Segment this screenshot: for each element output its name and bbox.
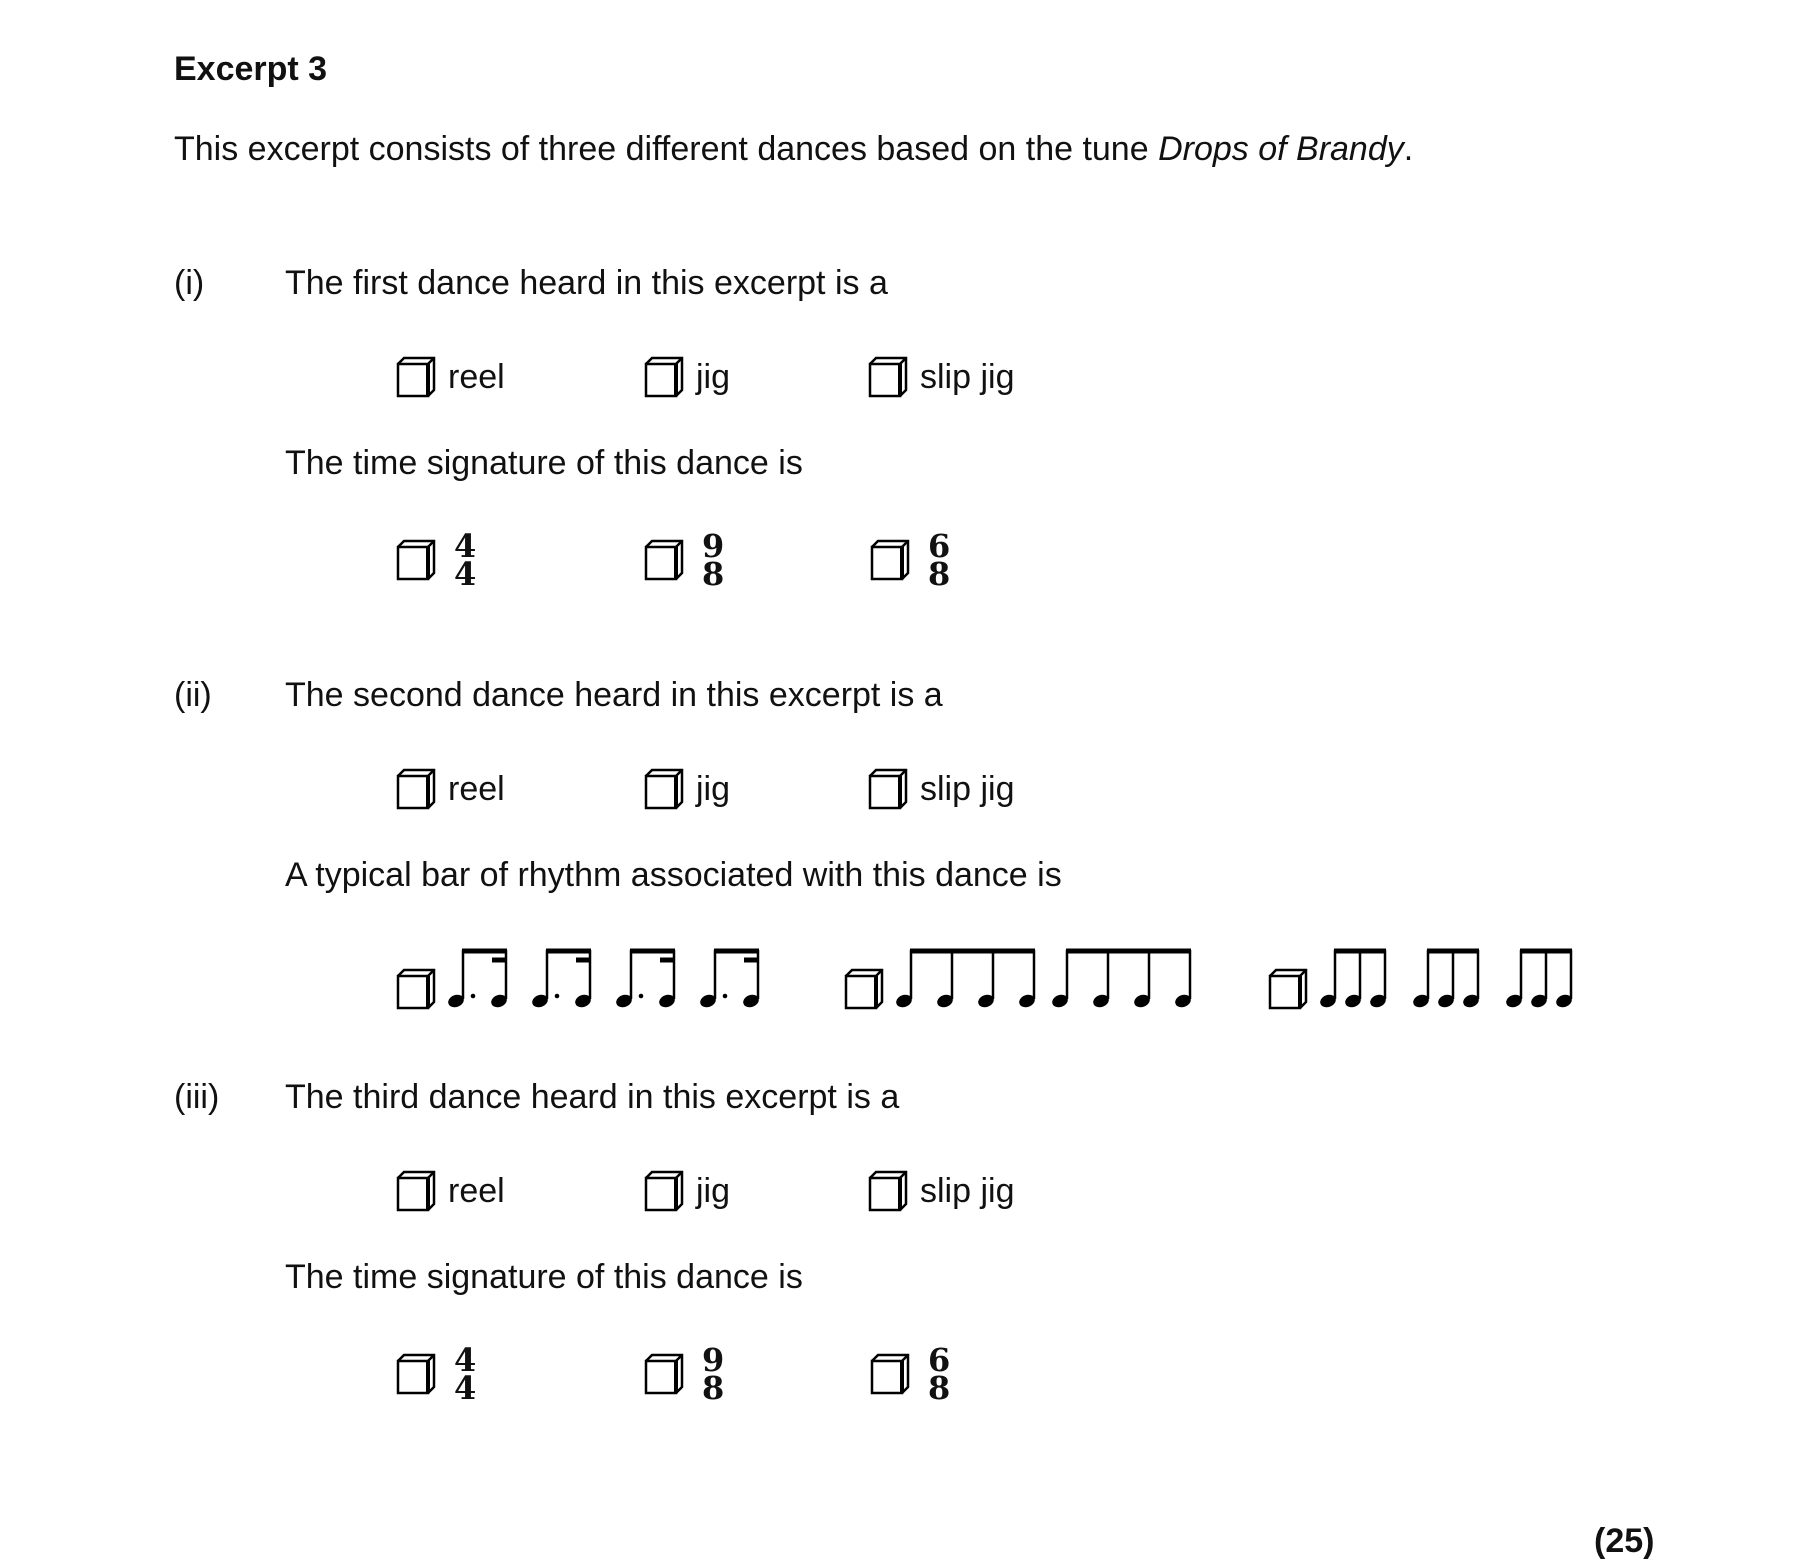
checkbox-icon[interactable]	[396, 968, 436, 1010]
time-signature: 4 4	[454, 1341, 477, 1407]
checkbox-icon[interactable]	[868, 768, 908, 810]
question-number-ii: (ii)	[174, 676, 212, 714]
time-signature-prompt-i: The time signature of this dance is	[285, 444, 803, 482]
option-jig-iii[interactable]	[644, 1166, 730, 1216]
checkbox-icon[interactable]	[644, 539, 684, 581]
option-label: jig	[696, 1171, 731, 1210]
checkbox-icon[interactable]	[870, 539, 910, 581]
option-rhythm-dotted[interactable]	[396, 940, 776, 1010]
checkbox-icon[interactable]	[396, 768, 436, 810]
option-slip-jig-iii[interactable]	[868, 1166, 1014, 1216]
option-label: slip jig	[920, 357, 1015, 396]
checkbox-icon[interactable]	[396, 356, 436, 398]
rhythm-dotted-notation	[446, 944, 776, 1010]
option-slip-jig-i[interactable]	[868, 352, 1014, 402]
option-slip-jig-ii[interactable]	[868, 764, 1014, 814]
checkbox-icon[interactable]	[644, 356, 684, 398]
checkbox-icon[interactable]	[868, 356, 908, 398]
option-time-4-4-i[interactable]	[396, 528, 476, 592]
checkbox-icon[interactable]	[868, 1170, 908, 1212]
marks-total: (25)	[1594, 1522, 1655, 1560]
option-time-6-8-iii[interactable]	[870, 1342, 950, 1406]
option-jig-ii[interactable]	[644, 764, 730, 814]
time-signature: 9 8	[702, 527, 725, 593]
option-label: slip jig	[920, 769, 1015, 808]
option-label: jig	[696, 357, 731, 396]
option-time-9-8-i[interactable]	[644, 528, 724, 592]
time-signature: 6 8	[928, 527, 951, 593]
checkbox-icon[interactable]	[644, 1170, 684, 1212]
checkbox-icon[interactable]	[870, 1353, 910, 1395]
checkbox-icon[interactable]	[396, 1353, 436, 1395]
checkbox-icon[interactable]	[844, 968, 884, 1010]
time-signature: 6 8	[928, 1341, 951, 1407]
option-label: reel	[448, 357, 505, 396]
intro-end: .	[1403, 130, 1414, 168]
rhythm-prompt-ii: A typical bar of rhythm associated with this dance is	[285, 856, 1062, 894]
time-signature-prompt-iii: The time signature of this dance is	[285, 1258, 803, 1296]
time-signature: 9 8	[702, 1341, 725, 1407]
option-rhythm-quavers-4-4[interactable]	[844, 940, 1194, 1010]
option-reel-i[interactable]	[396, 352, 505, 402]
option-rhythm-quavers-3-3-3[interactable]	[1268, 940, 1588, 1010]
option-jig-i[interactable]	[644, 352, 730, 402]
option-time-4-4-iii[interactable]	[396, 1342, 476, 1406]
checkbox-icon[interactable]	[396, 1170, 436, 1212]
option-reel-ii[interactable]	[396, 764, 505, 814]
checkbox-icon[interactable]	[644, 1353, 684, 1395]
intro-text: This excerpt consists of three different dances based on the tune	[174, 130, 1159, 168]
time-signature: 4 4	[454, 527, 477, 593]
tune-name: Drops of Brandy	[1158, 130, 1404, 168]
checkbox-icon[interactable]	[396, 539, 436, 581]
option-reel-iii[interactable]	[396, 1166, 505, 1216]
question-prompt-iii: The third dance heard in this excerpt is a	[285, 1078, 900, 1116]
checkbox-icon[interactable]	[1268, 968, 1308, 1010]
option-time-9-8-iii[interactable]	[644, 1342, 724, 1406]
option-label: jig	[696, 769, 731, 808]
intro-paragraph	[174, 130, 1413, 169]
checkbox-icon[interactable]	[644, 768, 684, 810]
question-prompt-i: The first dance heard in this excerpt is a	[285, 264, 888, 302]
question-number-iii: (iii)	[174, 1078, 220, 1116]
option-label: slip jig	[920, 1171, 1015, 1210]
rhythm-quavers-3-3-3-notation	[1318, 944, 1588, 1010]
question-prompt-ii: The second dance heard in this excerpt is a	[285, 676, 943, 714]
question-number-i: (i)	[174, 264, 205, 302]
option-label: reel	[448, 769, 505, 808]
rhythm-quavers-4-4-notation	[894, 944, 1194, 1010]
option-label: reel	[448, 1171, 505, 1210]
excerpt-title: Excerpt 3	[174, 50, 328, 88]
option-time-6-8-i[interactable]	[870, 528, 950, 592]
